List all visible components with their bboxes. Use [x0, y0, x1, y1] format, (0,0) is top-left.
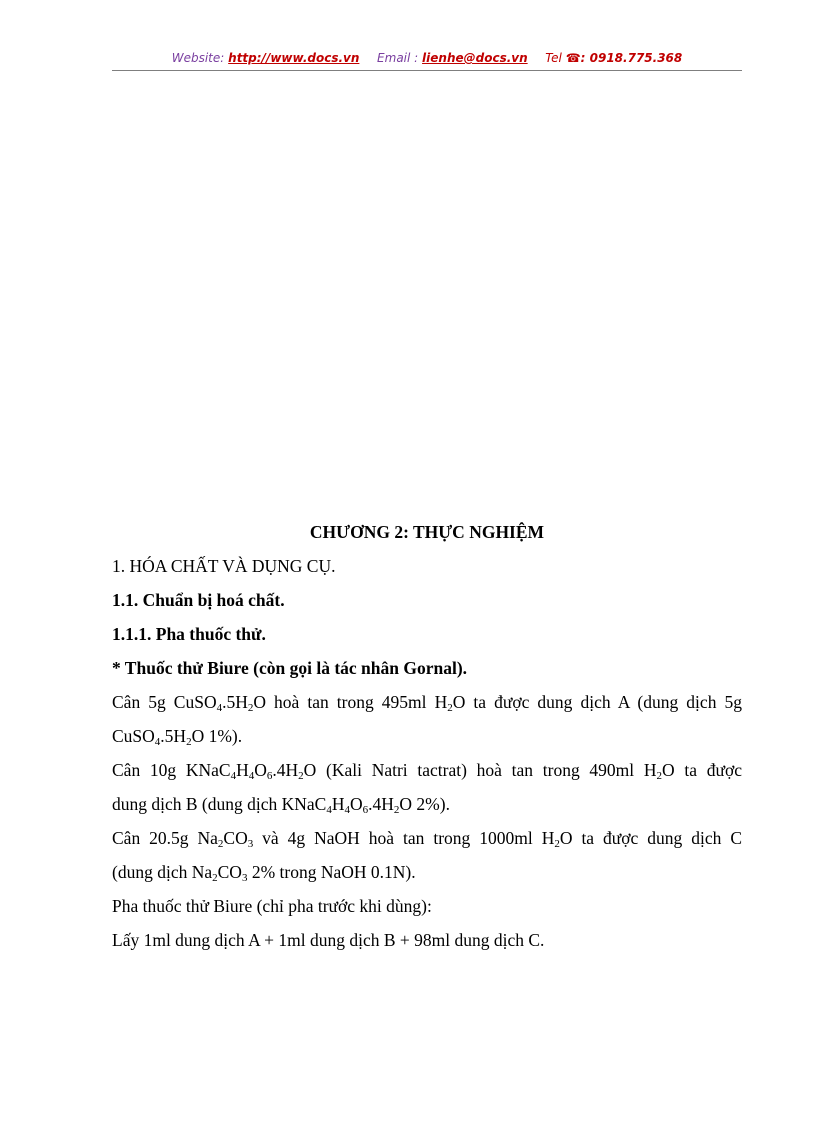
header-divider	[112, 70, 742, 71]
paragraph-solution-c-line1: Cân 20.5g $Na_2CO_3$ và 4g NaOH hoà tan trong 1000ml $H_2O$ ta được dung dịch C	[112, 828, 742, 850]
tel-label: Tel	[545, 51, 562, 65]
website-link[interactable]: http://www.docs.vn	[228, 51, 360, 65]
paragraph-solution-a-line2: $CuSO_4.5H_2O$ 1%).	[112, 726, 243, 748]
chapter-title: CHƯƠNG 2: THỰC NGHIỆM	[309, 522, 545, 542]
page-header	[112, 51, 742, 65]
document-body	[112, 515, 742, 957]
paragraph-solution-b-line2: dung dịch B (dung dịch $KNaC_4H_4O_6.4H_2O$ 2%).	[112, 794, 450, 816]
reagent-heading: * Thuốc thử Biure (còn gọi là tác nhân Gornal).	[112, 658, 468, 678]
paragraph-solution-b-line1: Cân 10g $KNaC_4H_4O_6.4H_2O$ (Kali Natri tactrat) hoà tan trong 490ml $H_2O$ ta được	[112, 760, 742, 782]
email-label: Email :	[377, 51, 419, 65]
section-heading: 1. HÓA CHẤT VÀ DỤNG CỤ.	[112, 556, 336, 576]
paragraph-preparation-note: Pha thuốc thử Biure (chỉ pha trước khi dùng):	[112, 896, 432, 916]
telephone-icon: ☎	[565, 51, 581, 65]
email-link[interactable]: lienhe@docs.vn	[422, 51, 528, 65]
tel-value: : 0918.775.368	[580, 51, 683, 65]
paragraph-mixing-instruction: Lấy 1ml dung dịch A + 1ml dung dịch B + 98ml dung dịch C.	[112, 930, 545, 950]
paragraph-solution-c-line2: (dung dịch $Na_2CO_3$ 2% trong NaOH 0.1N).	[112, 862, 416, 884]
website-label: Website:	[171, 51, 225, 65]
paragraph-solution-a-line1: Cân 5g $CuSO_4.5H_2O$ hoà tan trong 495ml $H_2O$ ta được dung dịch A (dung dịch 5g	[112, 692, 742, 714]
subsubsection-heading: 1.1.1. Pha thuốc thử.	[112, 624, 266, 644]
subsection-heading: 1.1. Chuẩn bị hoá chất.	[112, 590, 285, 610]
